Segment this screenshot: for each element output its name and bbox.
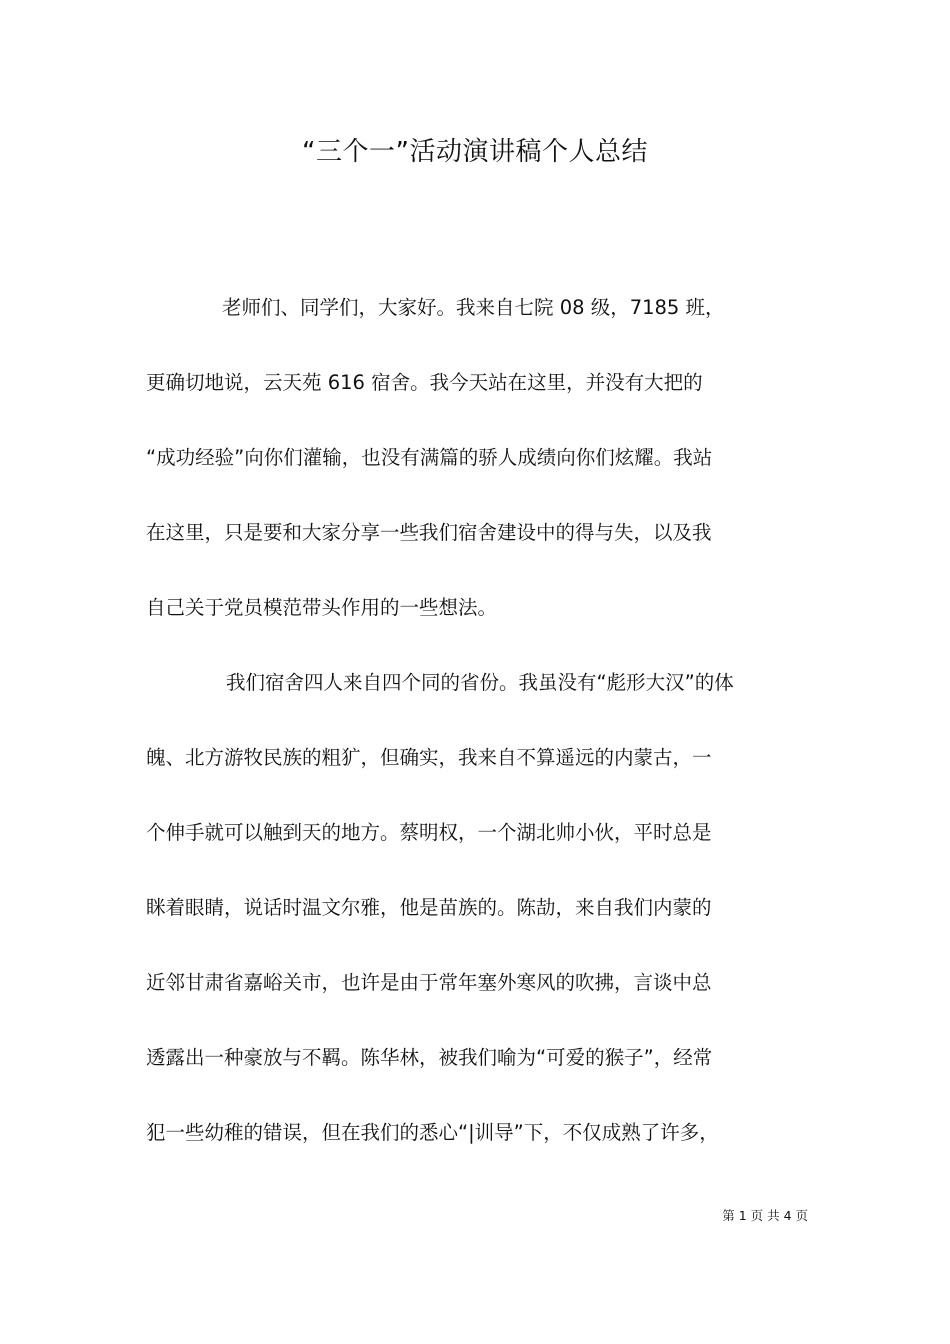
- document-title: “三个一”活动演讲稿个人总结: [302, 137, 648, 167]
- page-number: 第 1 页 共 4 页: [722, 1208, 808, 1223]
- paragraph-1: [146, 290, 806, 665]
- paragraph-line: 在这里，只是要和大家分享一些我们宿舍建设中的得与失，以及我: [146, 521, 712, 544]
- paragraph-line: 更确切地说，云天苑 616 宿舍。我今天站在这里，并没有大把的: [146, 371, 703, 394]
- paragraph-line: 透露出一种豪放与不羁。陈华林，被我们喻为“可爱的猴子”，经常: [146, 1046, 713, 1069]
- paragraph-line: 近邻甘肃省嘉峪关市，也许是由于常年塞外寒风的吹拂，言谈中总: [146, 971, 712, 994]
- paragraph-line: “成功经验”向你们灌输，也没有满篇的骄人成绩向你们炫耀。我站: [146, 446, 713, 469]
- paragraph-2: [146, 665, 806, 1190]
- document-body: [146, 290, 806, 1190]
- paragraph-line: 眯着眼睛，说话时温文尔雅，他是苗族的。陈劼，来自我们内蒙的: [146, 896, 712, 919]
- paragraph-line: 犯一些幼稚的错误，但在我们的悉心“|训导”下，不仅成熟了许多，: [146, 1121, 719, 1144]
- paragraph-line: 魄、北方游牧民族的粗犷，但确实，我来自不算遥远的内蒙古，一: [146, 746, 712, 769]
- paragraph-line: 老师们、同学们，大家好。我来自七院 08 级，7185 班，: [222, 296, 725, 319]
- paragraph-line: 个伸手就可以触到天的地方。蔡明权，一个湖北帅小伙，平时总是: [146, 821, 712, 844]
- paragraph-line: 我们宿舍四人来自四个同的省份。我虽没有“彪形大汉”的体: [226, 671, 734, 694]
- paragraph-line: 自己关于党员模范带头作用的一些想法。: [146, 596, 498, 619]
